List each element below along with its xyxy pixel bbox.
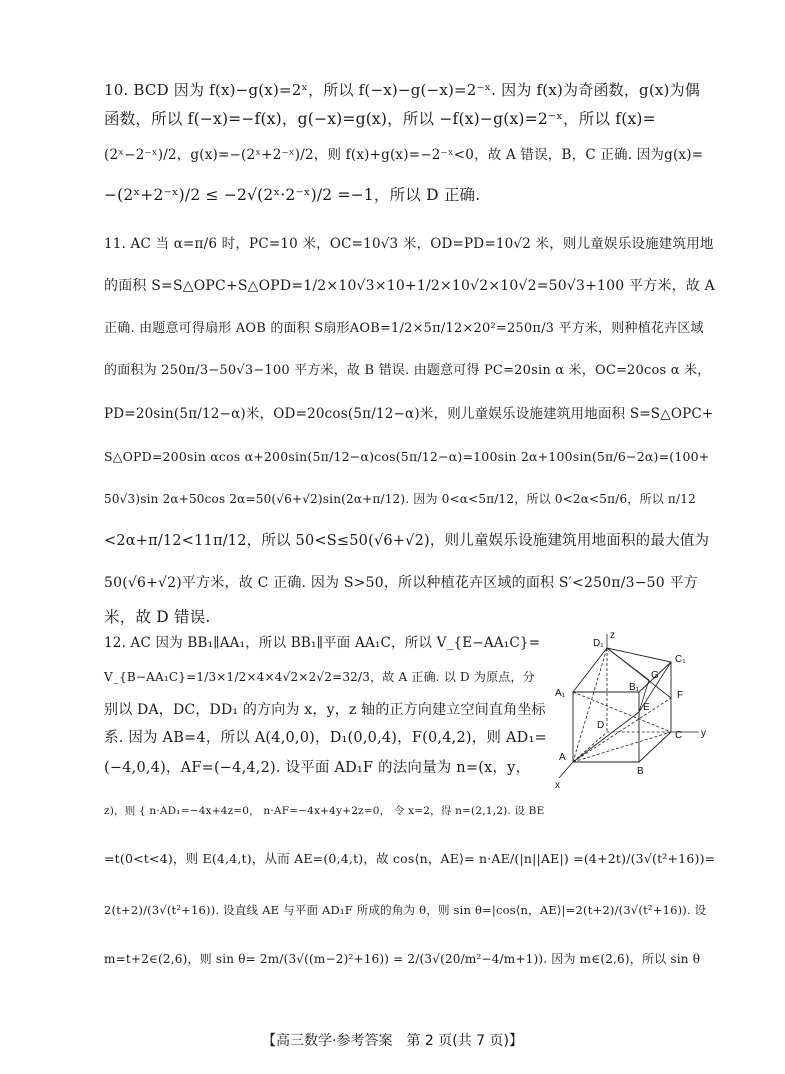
- q12-line-1: 12. AC 因为 BB₁∥AA₁，所以 BB₁∥平面 AA₁C，所以 V_{E−AA₁C}=: [104, 635, 541, 651]
- q10-line-4: −(2ˣ+2⁻ˣ)/2 ≤ −2√(2ˣ·2⁻ˣ)/2 =−1，所以 D 正确.: [104, 186, 481, 204]
- label-g: G: [651, 670, 659, 681]
- q12-line-8: 2(t+2)/(3√(t²+16)). 设直线 AE 与平面 AD₁F 所成的角为 θ，则 sin θ=|cos⟨n，AE⟩|=2(t+2)/(3√(t²+16)). 设: [104, 903, 707, 917]
- q11-line-10: 米，故 D 错误.: [104, 608, 211, 626]
- page-footer: 【高三数学·参考答案 第 2 页(共 7 页)】: [262, 1033, 523, 1049]
- q10-line-2: 函数，所以 f(−x)=−f(x)，g(−x)=g(x)，所以 −f(x)−g(x)=2⁻ˣ，所以 f(x)=: [104, 110, 656, 128]
- q12-line-9: m=t+2∈(2,6)，则 sin θ= 2m/(3√((m−2)²+16)) = 2/(3√(20/m²−4/m+1)). 因为 m∈(2,6)，所以 sin θ: [104, 952, 701, 966]
- line-ad1: [573, 648, 607, 762]
- q12-line-4: 系. 因为 AB=4，所以 A(4,0,0)，D₁(0,0,4)，F(0,4,2)，则 AD₁=: [104, 730, 547, 746]
- line-ae: [573, 712, 639, 762]
- q12-line-2: V_{B−AA₁C}=1/3×1/2×4×4√2×2√2=32/3，故 A 正确. 以 D 为原点，分: [104, 670, 535, 684]
- q11-line-4: 的面积为 250π/3−50√3−100 平方米，故 B 错误. 由题意可得 PC=20sin α 米，OC=20cos α 米，: [104, 363, 711, 378]
- q11-line-3: 正确. 由题意可得扇形 AOB 的面积 S扇形AOB=1/2×5π/12×20²=250π/3 平方米，则种植花卉区域: [104, 321, 704, 336]
- q11-line-1: 11. AC 当 α=π/6 时，PC=10 米，OC=10√3 米，OD=PD=10√2 米，则儿童娱乐设施建筑用地: [104, 236, 714, 252]
- label-a: A: [559, 752, 566, 763]
- label-d: D: [597, 720, 605, 731]
- label-b: B: [637, 766, 644, 777]
- line-ac: [573, 732, 671, 762]
- label-x: x: [555, 780, 560, 791]
- label-z: z: [610, 630, 615, 641]
- cube-figure: [553, 628, 713, 796]
- q10-line-3: (2ˣ−2⁻ˣ)/2，g(x)=−(2ˣ+2⁻ˣ)/2，则 f(x)+g(x)=−2⁻ˣ<0，故 A 错误，B，C 正确. 因为g(x)=: [104, 147, 704, 163]
- line-af: [573, 698, 671, 762]
- label-y: y: [701, 728, 706, 739]
- q12-line-5: (−4,0,4)，AF=(−4,4,2). 设平面 AD₁F 的法向量为 n=(x，y，: [104, 760, 531, 776]
- q11-line-8: <2α+π/12<11π/12，所以 50<S≤50(√6+√2)，则儿童娱乐设施建筑用地面积的最大值为: [104, 533, 710, 549]
- cube-diagram: [553, 628, 713, 796]
- x-axis: [559, 762, 573, 778]
- label-a1: A₁: [555, 688, 566, 699]
- label-f: F: [677, 690, 684, 701]
- q12-line-7: =t(0<t<4)，则 E(4,4,t)，从而 AE=(0,4,t)，故 cos⟨n，AE⟩= n·AE/(|n||AE|) =(4+2t)/(3√(t²+16))=: [104, 851, 716, 866]
- q11-line-6: S△OPD=200sin αcos α+200sin(5π/12−α)cos(5π/12−α)=100sin 2α+100sin(5π/6−2α)=(100+: [104, 449, 710, 464]
- q11-line-9: 50(√6+√2)平方米，故 C 正确. 因为 S>50，所以种植花卉区域的面积 S′<250π/3−50 平方: [104, 575, 698, 591]
- q12-line-6: z)，则 { n·AD₁=−4x+4z=0， n·AF=−4x+4y+2z=0， 令 x=2，得 n=(2,1,2). 设 BE: [104, 805, 545, 817]
- q10-line-1: 10. BCD 因为 f(x)−g(x)=2ˣ，所以 f(−x)−g(−x)=2⁻ˣ. 因为 f(x)为奇函数，g(x)为偶: [104, 81, 701, 99]
- q12-line-3: 别以 DA，DC，DD₁ 的方向为 x，y，z 轴的正方向建立空间直角坐标: [104, 702, 546, 718]
- q11-line-2: 的面积 S=S△OPC+S△OPD=1/2×10√3×10+1/2×10√2×10√2=50√3+100 平方米，故 A: [104, 278, 715, 294]
- label-b1: B₁: [629, 682, 640, 693]
- q11-line-7: 50√3)sin 2α+50cos 2α=50(√6+√2)sin(2α+π/12). 因为 0<α<5π/12，所以 0<2α<5π/6，所以 π/12: [104, 492, 696, 506]
- label-c: C: [675, 730, 683, 741]
- q11-line-5: PD=20sin(5π/12−α)米，OD=20cos(5π/12−α)米，则儿童娱乐设施建筑用地面积 S=S△OPC+: [104, 406, 714, 422]
- label-e: E: [643, 702, 650, 713]
- label-d1: D₁: [593, 638, 604, 649]
- label-c1: C₁: [675, 654, 686, 665]
